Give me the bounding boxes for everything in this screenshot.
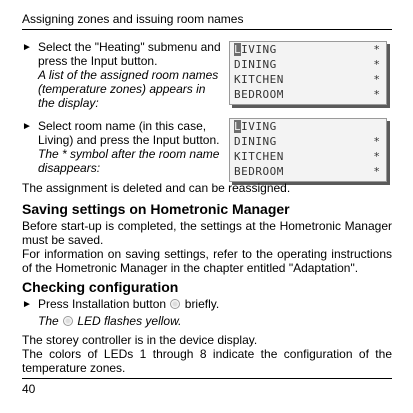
checking-paragraph-1: The storey controller is in the device display. — [22, 333, 258, 347]
display-row-bedroom — [234, 87, 380, 102]
checking-paragraph-2: The colors of LEDs 1 through 8 indicate the configuration of the temperature zones. — [22, 347, 392, 375]
display-row-bedroom — [234, 164, 380, 179]
step-result: The * symbol after the room name disappears: — [38, 147, 220, 175]
room-name: BEDROOM — [234, 88, 284, 101]
assignment-note: The assignment is deleted and can be reassigned. — [22, 181, 291, 195]
saving-paragraph-1: Before start-up is completed, the settings at the Hometronic Manager must be saved. — [22, 219, 392, 247]
display-row-living — [234, 119, 380, 134]
step-press-installation — [22, 297, 382, 311]
cursor-char: L — [234, 43, 242, 56]
step-result: A list of the assigned room names (temperature zones) appears in the display: — [38, 68, 219, 110]
display-row-dining — [234, 134, 380, 149]
room-name: IVING — [241, 120, 277, 133]
assigned-star: * — [373, 150, 380, 163]
room-name: IVING — [241, 43, 277, 56]
assigned-star: * — [373, 43, 380, 56]
display-row-dining — [234, 57, 380, 72]
step-result: The LED flashes yellow. — [38, 314, 182, 328]
step-text: Press Installation button briefly. — [38, 297, 220, 311]
page-number: 40 — [22, 382, 36, 396]
step-arrow-icon: ► — [22, 299, 32, 310]
assigned-star: * — [373, 73, 380, 86]
assigned-star: * — [373, 135, 380, 148]
assigned-star: * — [373, 88, 380, 101]
step-select-room — [22, 119, 222, 175]
step-text: Select room name (in this case, Living) and press the Input button. — [38, 119, 220, 147]
room-name: BEDROOM — [234, 165, 284, 178]
assigned-star: * — [373, 58, 380, 71]
room-list-display-updated — [229, 118, 387, 182]
installation-button-icon — [170, 299, 180, 309]
footer-divider — [22, 378, 392, 379]
room-name: KITCHEN — [234, 73, 284, 86]
led-icon — [63, 316, 73, 326]
page-header: Assigning zones and issuing room names — [22, 12, 244, 26]
cursor-char: L — [234, 120, 242, 133]
room-name: DINING — [234, 135, 277, 148]
step-text: Select the "Heating" submenu and press the Input button. — [38, 40, 221, 68]
section-heading-saving: Saving settings on Hometronic Manager — [22, 201, 290, 217]
display-row-kitchen — [234, 72, 380, 87]
header-divider — [22, 29, 392, 30]
display-row-kitchen — [234, 149, 380, 164]
section-heading-checking: Checking configuration — [22, 279, 179, 295]
step-arrow-icon: ► — [22, 121, 32, 132]
step-select-heating — [22, 40, 222, 110]
room-name: KITCHEN — [234, 150, 284, 163]
led-result — [22, 314, 382, 328]
step-arrow-icon: ► — [22, 42, 32, 53]
room-list-display — [229, 41, 387, 105]
display-row-living — [234, 42, 380, 57]
room-name: DINING — [234, 58, 277, 71]
assigned-star: * — [373, 165, 380, 178]
saving-paragraph-2: For information on saving settings, refer to the operating instructions of the Hometronic Manager in the chapter entitled "Adaptation". — [22, 247, 392, 275]
